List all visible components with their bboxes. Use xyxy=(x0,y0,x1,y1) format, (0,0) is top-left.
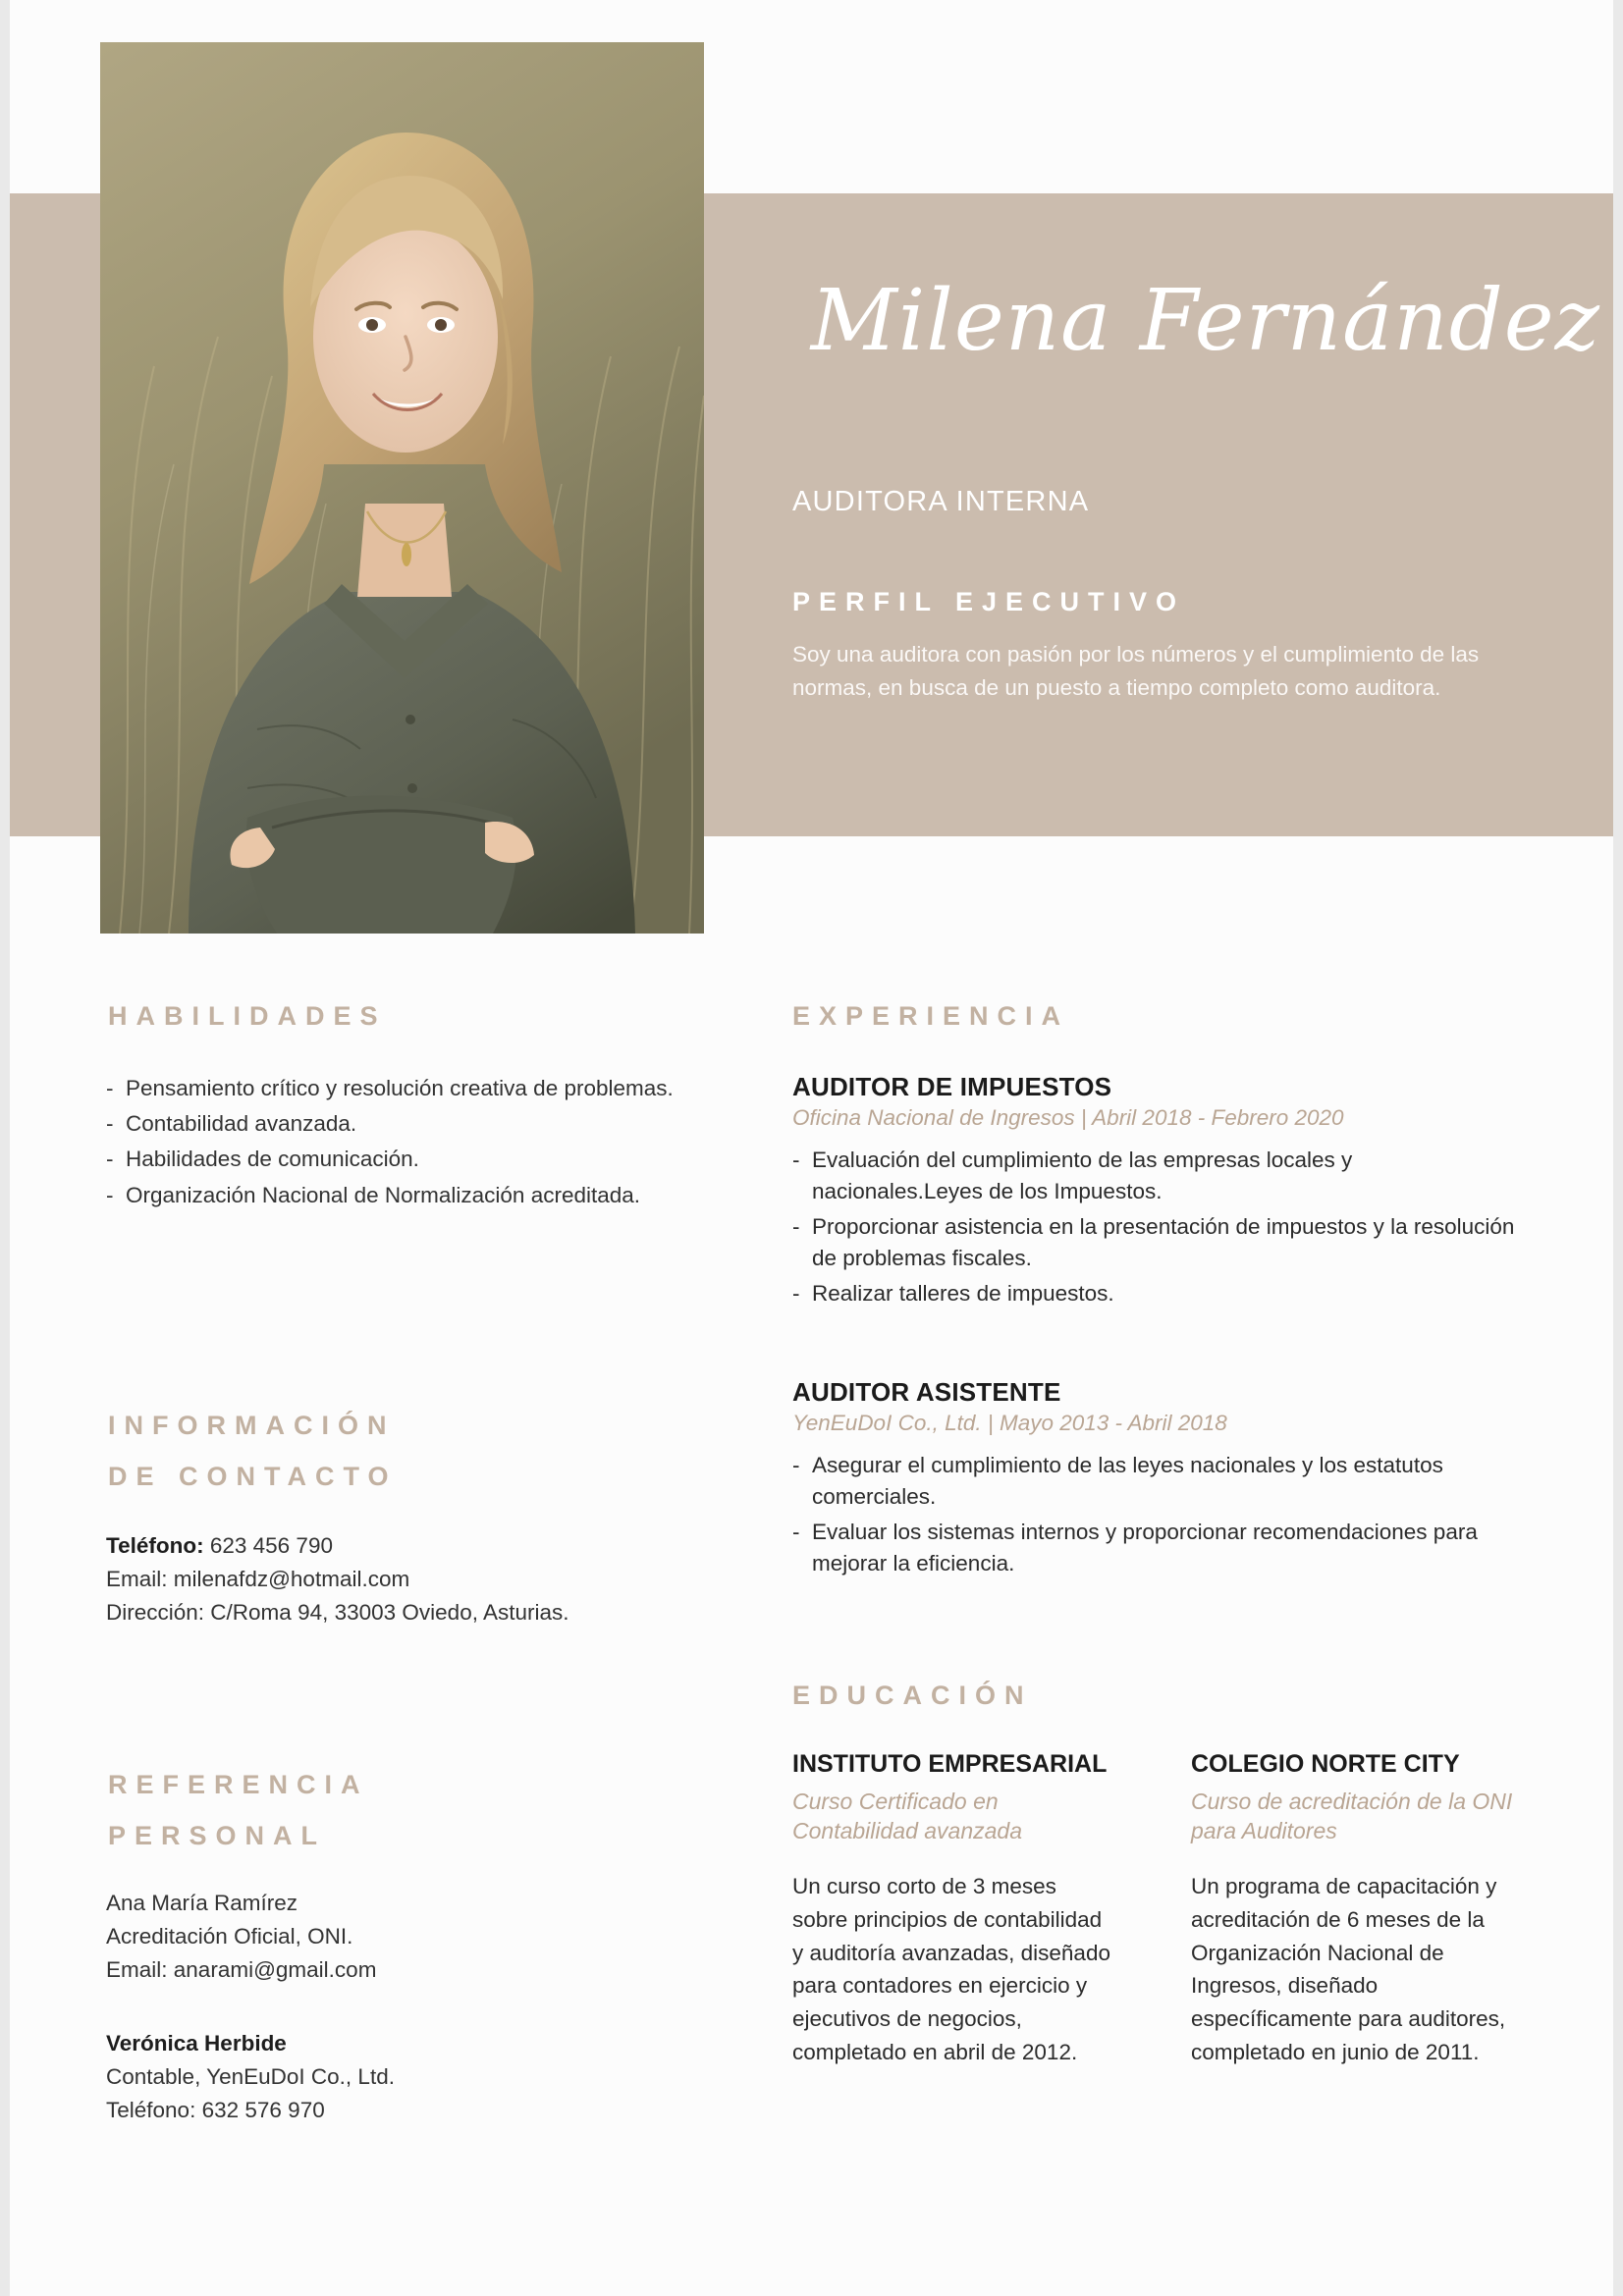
education-section-heading: EDUCACIÓN xyxy=(792,1681,1033,1710)
experience-job-title: AUDITOR ASISTENTE xyxy=(792,1377,1061,1407)
skills-list xyxy=(106,1072,680,1214)
experience-bullet: - Realizar talleres de impuestos. xyxy=(792,1278,1524,1309)
candidate-name: Milena Fernández xyxy=(810,272,1600,370)
education-program: Curso de acreditación de la ONI para Auditores xyxy=(1191,1789,1513,1844)
reference-contact-label: Email: xyxy=(106,1957,168,1983)
reference-entry xyxy=(106,2027,695,2128)
reference-contact-row xyxy=(106,2094,695,2127)
skills-section-heading: HABILIDADES xyxy=(108,1001,387,1031)
contact-details xyxy=(106,1529,695,1630)
page-right-margin xyxy=(1613,0,1623,2296)
contact-address-label: Dirección: xyxy=(106,1600,205,1626)
education-entry xyxy=(1191,1749,1515,2069)
experience-entry xyxy=(792,1072,1524,1313)
reference-contact-row xyxy=(106,1953,695,1987)
contact-section-heading-line2: DE CONTACTO xyxy=(108,1462,398,1491)
portrait-illustration xyxy=(100,42,704,934)
experience-entry xyxy=(792,1377,1524,1583)
skills-item: - Organización Nacional de Normalización acreditada. xyxy=(106,1179,680,1212)
reference-contact-value: anarami@gmail.com xyxy=(173,1957,377,1983)
reference-name: Ana María Ramírez xyxy=(106,1891,298,1915)
contact-phone-value: 623 456 790 xyxy=(209,1533,333,1558)
reference-name: Verónica Herbide xyxy=(106,2031,287,2056)
profile-section-heading: PERFIL EJECUTIVO xyxy=(792,587,1186,616)
reference-contact-value: 632 576 970 xyxy=(201,2098,325,2123)
experience-bullet: - Proporcionar asistencia en la presentación de impuestos y la resolución de problemas fiscales. xyxy=(792,1211,1524,1274)
contact-address-value: C/Roma 94, 33003 Oviedo, Asturias. xyxy=(210,1600,569,1626)
reference-contact-label: Teléfono: xyxy=(106,2098,196,2123)
education-description: Un programa de capacitación y acreditación de 6 meses de la Organización Nacional de Ingresos, diseñado específicamente para auditores, completado en junio de 2011. xyxy=(1191,1874,1506,2064)
experience-bullets xyxy=(792,1145,1524,1309)
contact-phone-row xyxy=(106,1529,695,1563)
references-section-heading-line2: PERSONAL xyxy=(108,1821,327,1850)
experience-section-heading: EXPERIENCIA xyxy=(792,1001,1070,1031)
experience-bullet: - Asegurar el cumplimiento de las leyes nacionales y los estatutos comerciales. xyxy=(792,1450,1524,1513)
profile-summary-text: Soy una auditora con pasión por los números y el cumplimiento de las normas, en busca de un puesto a tiempo completo como auditora. xyxy=(792,642,1480,701)
skills-item: - Contabilidad avanzada. xyxy=(106,1107,680,1141)
education-program: Curso Certificado en Contabilidad avanzada xyxy=(792,1789,1023,1844)
contact-section-heading-line1: INFORMACIÓN xyxy=(108,1411,396,1440)
experience-bullet: - Evaluar los sistemas internos y proporcionar recomendaciones para mejorar la eficiencia. xyxy=(792,1517,1524,1579)
references-section-heading-line1: REFERENCIA xyxy=(108,1770,369,1799)
contact-address-row xyxy=(106,1596,695,1629)
reference-role: Acreditación Oficial, ONI. xyxy=(106,1924,353,1949)
contact-email-row xyxy=(106,1563,695,1596)
experience-bullets xyxy=(792,1450,1524,1579)
skills-item: - Pensamiento crítico y resolución creativa de problemas. xyxy=(106,1072,680,1105)
reference-role: Contable, YenEuDoI Co., Ltd. xyxy=(106,2064,395,2090)
candidate-job-title: AUDITORA INTERNA xyxy=(792,486,1090,517)
experience-job-title: AUDITOR DE IMPUESTOS xyxy=(792,1072,1112,1101)
experience-bullet: - Evaluación del cumplimiento de las empresas locales y nacionales.Leyes de los Impuestos. xyxy=(792,1145,1524,1207)
page-left-margin xyxy=(0,0,10,2296)
page-sheet xyxy=(10,0,1613,2296)
reference-entry xyxy=(106,1887,695,1988)
contact-phone-label: Teléfono: xyxy=(106,1533,204,1558)
education-institution: INSTITUTO EMPRESARIAL xyxy=(792,1750,1108,1778)
profile-photo xyxy=(100,42,704,934)
contact-email-value: milenafdz@hotmail.com xyxy=(173,1567,410,1592)
experience-job-meta: Oficina Nacional de Ingresos | Abril 2018 - Febrero 2020 xyxy=(792,1105,1344,1130)
experience-job-meta: YenEuDoI Co., Ltd. | Mayo 2013 - Abril 2018 xyxy=(792,1411,1227,1435)
education-description: Un curso corto de 3 meses sobre principios de contabilidad y auditoría avanzadas, diseñado para contadores en ejercicio y ejecutivos de negocios, completado en abril de 2012. xyxy=(792,1874,1110,2064)
skills-item: - Habilidades de comunicación. xyxy=(106,1143,680,1176)
contact-email-label: Email: xyxy=(106,1567,168,1592)
education-institution: COLEGIO NORTE CITY xyxy=(1191,1750,1460,1778)
education-entry xyxy=(792,1749,1116,2069)
